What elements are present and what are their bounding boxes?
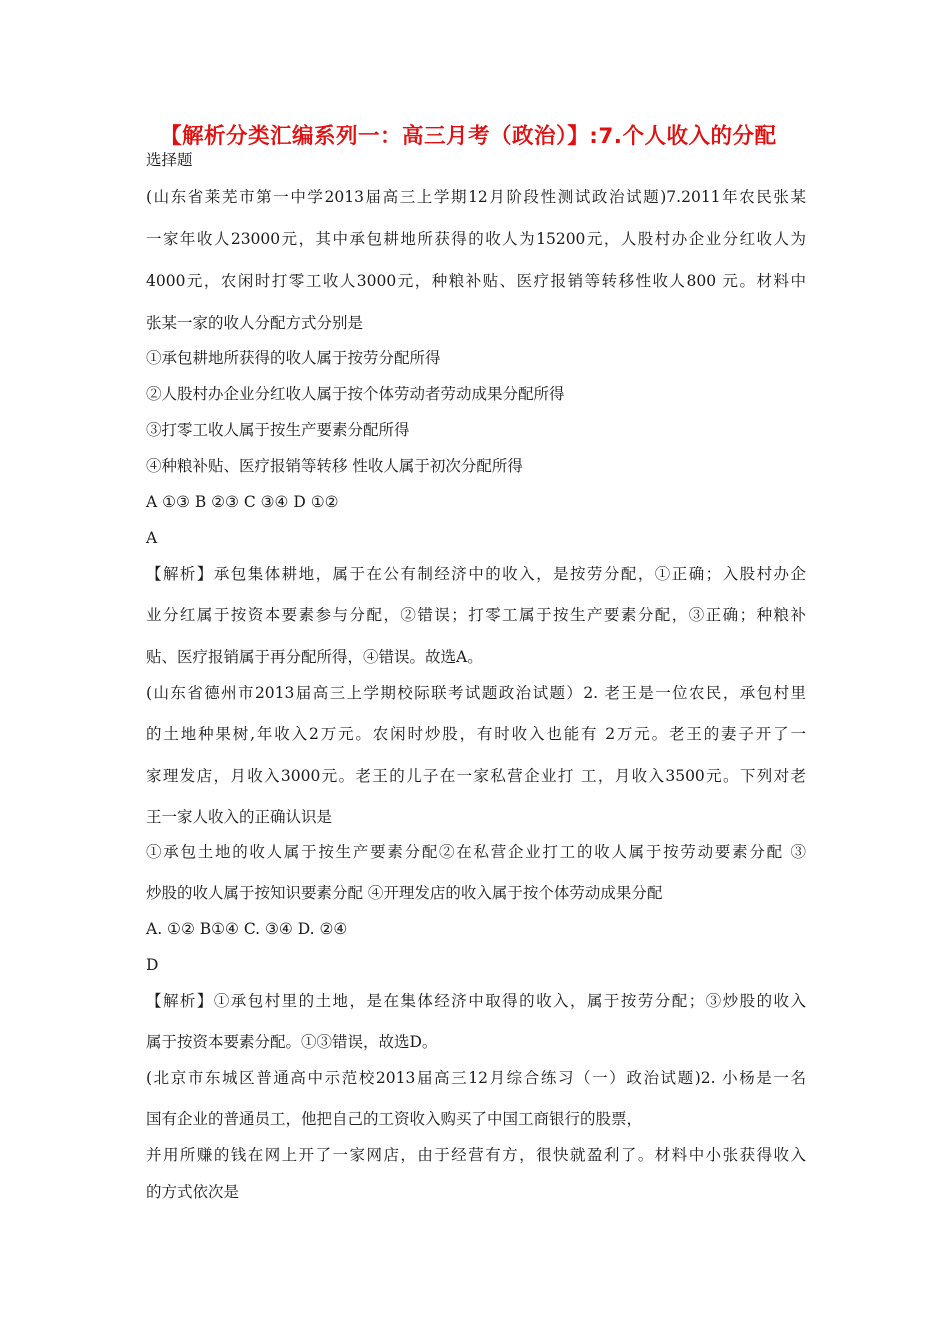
text-line: 4000元，农闲时打零工收人3000元，种粮补贴、医疗报销等转移性收人800 元。材料中 [146, 272, 806, 290]
option-line: ①承包土地的收人属于按生产要素分配②在私营企业打工的收人属于按劳动要素分配 ③ [146, 843, 806, 861]
text-line: 国有企业的普通员工，他把自己的工资收入购买了中国工商银行的股票， [146, 1110, 643, 1128]
answer-choices: A ①③ B ②③ C ③④ D ①② [146, 493, 339, 511]
analysis-line: 属于按资本要素分配。①③错误，故选D。 [146, 1033, 438, 1051]
document-title: 【解析分类汇编系列一：高三月考（政治）】:7.个人收入的分配 [160, 124, 777, 149]
analysis-line: 业分红属于按资本要素参与分配，②错误；打零工属于按生产要素分配，③正确；种粮补 [146, 606, 806, 624]
answer: A [146, 529, 158, 547]
question-source-line: (山东省莱芜市第一中学2013届高三上学期12月阶段性测试政治试题)7.2011年农民张某 [146, 188, 806, 206]
option-line: ③打零工收人属于按生产要素分配所得 [146, 421, 410, 439]
answer-choices: A. ①② B①④ C. ③④ D. ②④ [146, 920, 348, 938]
text-line: 并用所赚的钱在网上开了一家网店，由于经营有方，很快就盈利了。材料中小张获得收入 [146, 1146, 806, 1164]
question-source-line: (山东省德州市2013届高三上学期校际联考试题政治试题）2. 老王是一位农民，承包村里 [146, 684, 806, 702]
question-source-line: (北京市东城区普通高中示范校2013届高三12月综合练习（一）政治试题)2. 小杨是一名 [146, 1069, 806, 1087]
answer: D [146, 956, 159, 974]
section-heading: 选择题 [146, 151, 193, 169]
text-line: 一家年收人23000元，其中承包耕地所获得的收人为15200元，人股村办企业分红收人为 [146, 230, 806, 248]
text-line: 王一家人收入的正确认识是 [146, 808, 333, 826]
option-line: 炒股的收人属于按知识要素分配 ④开理发店的收入属于按个体劳动成果分配 [146, 884, 663, 902]
option-line: ①承包耕地所获得的收人属于按劳分配所得 [146, 349, 441, 367]
analysis-line: 【解析】①承包村里的土地，是在集体经济中取得的收入，属于按劳分配；③炒股的收入 [146, 992, 806, 1010]
text-line: 家理发店，月收入3000元。老王的儿子在一家私营企业打 工，月收入3500元。下列对老 [146, 767, 806, 785]
text-line: 的土地种果树,年收入2万元。农闲时炒股，有时收入也能有 2万元。老王的妻子开了一 [146, 725, 806, 743]
analysis-line: 【解析】承包集体耕地，属于在公有制经济中的收入，是按劳分配，①正确；入股村办企 [146, 565, 806, 583]
option-line: ④种粮补贴、医疗报销等转移 性收人属于初次分配所得 [146, 457, 523, 475]
text-line: 的方式依次是 [146, 1183, 240, 1201]
option-line: ②人股村办企业分红收人属于按个体劳动者劳动成果分配所得 [146, 385, 565, 403]
analysis-line: 贴、医疗报销属于再分配所得，④错误。故选A。 [146, 648, 483, 666]
text-line: 张某一家的收人分配方式分别是 [146, 314, 364, 332]
